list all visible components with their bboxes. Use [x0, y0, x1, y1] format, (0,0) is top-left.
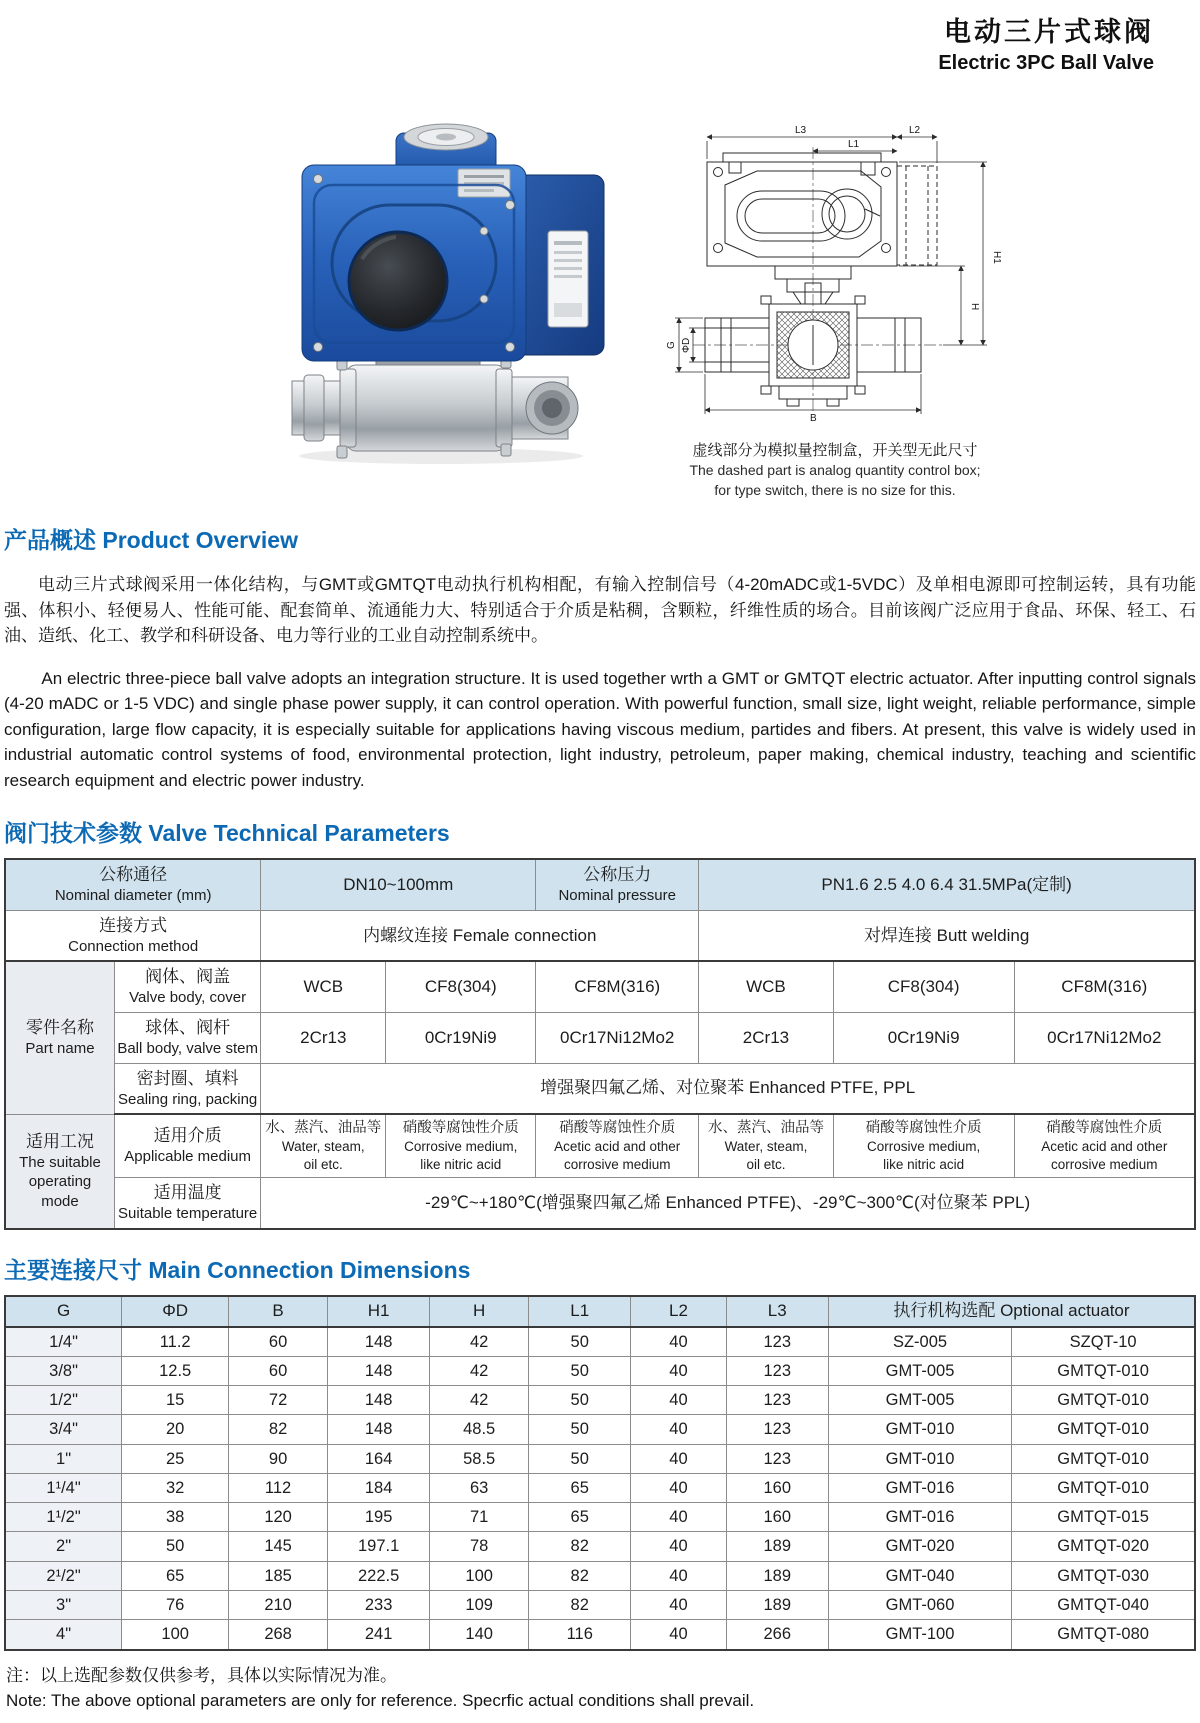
table-cell: 32	[122, 1473, 229, 1502]
table-row	[5, 1178, 1195, 1229]
table-cell: 100	[122, 1620, 229, 1650]
table-cell: 40	[631, 1561, 726, 1590]
table-cell: 140	[430, 1620, 529, 1650]
table-cell: DN10~100mm	[261, 859, 536, 910]
table-cell: 58.5	[430, 1444, 529, 1473]
tech-params-heading: 阀门技术参数 Valve Technical Parameters	[4, 820, 450, 847]
table-row	[5, 910, 1195, 961]
page-title-en: Electric 3PC Ball Valve	[938, 52, 1154, 74]
table-cell: GMTQT-010	[1012, 1356, 1195, 1385]
table-cell: 3/4"	[5, 1415, 122, 1444]
table-cell: 195	[327, 1503, 429, 1532]
table-cell: 硝酸等腐蚀性介质 Acetic acid and other corrosive medium	[536, 1114, 699, 1177]
table-cell: 148	[327, 1356, 429, 1385]
table-cell: 2"	[5, 1532, 122, 1561]
table-cell: 90	[229, 1444, 328, 1473]
dimension-drawing	[654, 113, 1016, 500]
table-cell: GMT-005	[828, 1386, 1011, 1415]
table-cell: 12.5	[122, 1356, 229, 1385]
table-cell: L1	[529, 1296, 631, 1327]
table-cell: 145	[229, 1532, 328, 1561]
table-cell: GMT-010	[828, 1444, 1011, 1473]
table-cell: 233	[327, 1591, 429, 1620]
table-row	[5, 1503, 1195, 1532]
table-row	[5, 1063, 1195, 1114]
table-cell: 222.5	[327, 1561, 429, 1590]
table-cell: 50	[529, 1356, 631, 1385]
table-cell: 硝酸等腐蚀性介质 Corrosive medium, like nitric acid	[386, 1114, 536, 1177]
table-cell: GMTQT-010	[1012, 1386, 1195, 1415]
dim-label-l3: L3	[795, 125, 807, 136]
table-cell: 82	[229, 1415, 328, 1444]
table-cell: 4"	[5, 1620, 122, 1650]
table-row	[5, 1415, 1195, 1444]
table-cell: GMT-016	[828, 1473, 1011, 1502]
product-photo	[246, 113, 618, 470]
table-cell: 适用温度 Suitable temperature	[114, 1178, 260, 1229]
table-row	[5, 1012, 1195, 1063]
table-cell: 3/8"	[5, 1356, 122, 1385]
table-cell: 123	[726, 1444, 828, 1473]
footnote-en: Note: The above optional parameters are only for reference. Specrfic actual conditions shall prevail.	[6, 1690, 755, 1710]
table-cell: 公称通径 Nominal diameter (mm)	[5, 859, 261, 910]
table-cell: 160	[726, 1473, 828, 1502]
table-cell: 40	[631, 1473, 726, 1502]
table-cell: 42	[430, 1386, 529, 1415]
table-cell: 40	[631, 1532, 726, 1561]
table-cell: 65	[529, 1503, 631, 1532]
table-cell: 50	[122, 1532, 229, 1561]
table-cell: 密封圈、填料 Sealing ring, packing	[114, 1063, 260, 1114]
table-cell: 71	[430, 1503, 529, 1532]
table-cell: 40	[631, 1356, 726, 1385]
table-cell: 对焊连接 Butt welding	[699, 910, 1195, 961]
table-cell: 50	[529, 1415, 631, 1444]
table-cell: GMTQT-080	[1012, 1620, 1195, 1650]
table-cell: SZ-005	[828, 1327, 1011, 1357]
table-cell: 123	[726, 1327, 828, 1357]
table-cell: 123	[726, 1415, 828, 1444]
table-cell: 内螺纹连接 Female connection	[261, 910, 699, 961]
dim-label-l2: L2	[909, 125, 921, 136]
table-cell: 1¹/2"	[5, 1503, 122, 1532]
dim-label-h1: H1	[991, 251, 1002, 264]
dimensions-heading: 主要连接尺寸 Main Connection Dimensions	[4, 1256, 471, 1283]
table-cell: 78	[430, 1532, 529, 1561]
table-cell: 268	[229, 1620, 328, 1650]
table-cell: 2Cr13	[699, 1012, 833, 1063]
table-row	[5, 961, 1195, 1012]
table-cell: 189	[726, 1532, 828, 1561]
drawing-caption-zh: 虚线部分为模拟量控制盒，开关型无此尺寸	[692, 442, 978, 459]
table-row	[5, 1620, 1195, 1650]
table-cell: 116	[529, 1620, 631, 1650]
table-cell: 2Cr13	[261, 1012, 386, 1063]
table-cell: 0Cr19Ni9	[833, 1012, 1014, 1063]
table-cell: 1¹/4"	[5, 1473, 122, 1502]
table-cell: G	[5, 1296, 122, 1327]
table-cell: GMTQT-015	[1012, 1503, 1195, 1532]
dim-label-b: B	[810, 413, 817, 423]
table-cell: 50	[529, 1444, 631, 1473]
table-cell: WCB	[261, 961, 386, 1012]
table-cell: 1"	[5, 1444, 122, 1473]
tech-params-table	[4, 858, 1196, 1230]
table-cell: 40	[631, 1415, 726, 1444]
table-cell: GMT-100	[828, 1620, 1011, 1650]
drawing-caption-en-line1: The dashed part is analog quantity control box;	[689, 462, 981, 478]
table-cell: CF8M(316)	[1014, 961, 1195, 1012]
table-cell: GMTQT-020	[1012, 1532, 1195, 1561]
table-cell: 40	[631, 1620, 726, 1650]
table-cell: 零件名称 Part name	[5, 961, 114, 1114]
table-cell: 60	[229, 1356, 328, 1385]
table-cell: 40	[631, 1444, 726, 1473]
table-cell: 0Cr19Ni9	[386, 1012, 536, 1063]
table-cell: GMT-016	[828, 1503, 1011, 1532]
dimensions-table	[4, 1295, 1196, 1651]
table-cell: WCB	[699, 961, 833, 1012]
table-cell: 148	[327, 1415, 429, 1444]
overview-paragraph-zh: 电动三片式球阀采用一体化结构，与GMT或GMTQT电动执行机构相配，有输入控制信号（4-20mADC或1-5VDC）及单相电源即可控制运转，具有功能强、体积小、轻便易人、性能可能、配套简单、流通能力大、特别适合于介质是粘稠，含颗粒，纤维性质的场合。目前该阀广泛应用于食品、环保、轻工、石油、造纸、化工、教学和科研设备、电力等行业的工业自动控制系统中。	[4, 575, 1196, 646]
table-row	[5, 1532, 1195, 1561]
table-cell: 水、蒸汽、油品等 Water, steam, oil etc.	[261, 1114, 386, 1177]
table-cell: 适用介质 Applicable medium	[114, 1114, 260, 1177]
dim-label-g: G	[666, 341, 677, 349]
table-cell: 210	[229, 1591, 328, 1620]
table-cell: L2	[631, 1296, 726, 1327]
table-cell: B	[229, 1296, 328, 1327]
table-cell: -29℃~+180℃(增强聚四氟乙烯 Enhanced PTFE)、-29℃~300℃(对位聚苯 PPL)	[261, 1178, 1195, 1229]
table-cell: GMTQT-010	[1012, 1473, 1195, 1502]
table-cell: GMT-040	[828, 1561, 1011, 1590]
table-cell: 公称压力 Nominal pressure	[536, 859, 699, 910]
table-cell: 123	[726, 1386, 828, 1415]
table-cell: 48.5	[430, 1415, 529, 1444]
table-row	[5, 1444, 1195, 1473]
dim-label-l1: L1	[848, 139, 860, 150]
table-cell: 148	[327, 1327, 429, 1357]
table-cell: 100	[430, 1561, 529, 1590]
table-cell: 42	[430, 1327, 529, 1357]
table-cell: H	[430, 1296, 529, 1327]
table-cell: 189	[726, 1591, 828, 1620]
table-cell: 38	[122, 1503, 229, 1532]
table-cell: H1	[327, 1296, 429, 1327]
table-cell: 25	[122, 1444, 229, 1473]
table-cell: 40	[631, 1591, 726, 1620]
product-photo-image	[246, 113, 618, 465]
figures-row	[246, 113, 1196, 500]
overview-heading: 产品概述 Product Overview	[4, 527, 298, 554]
table-cell: ΦD	[122, 1296, 229, 1327]
table-cell: GMT-060	[828, 1591, 1011, 1620]
table-cell: 40	[631, 1327, 726, 1357]
drawing-caption-en-line2: for type switch, there is no size for this.	[714, 481, 956, 498]
table-cell: 241	[327, 1620, 429, 1650]
table-cell: 197.1	[327, 1532, 429, 1561]
table-cell: CF8(304)	[386, 961, 536, 1012]
dim-label-phid: ΦD	[681, 337, 692, 353]
table-row	[5, 1386, 1195, 1415]
table-cell: 连接方式 Connection method	[5, 910, 261, 961]
table-cell: 63	[430, 1473, 529, 1502]
table-cell: GMTQT-040	[1012, 1591, 1195, 1620]
table-row	[5, 1473, 1195, 1502]
page-header	[4, 10, 1196, 75]
table-cell: 20	[122, 1415, 229, 1444]
drawing-caption	[654, 440, 1016, 500]
page-title-zh: 电动三片式球阀	[944, 17, 1154, 47]
table-cell: 72	[229, 1386, 328, 1415]
table-cell: 11.2	[122, 1327, 229, 1357]
table-cell: 50	[529, 1327, 631, 1357]
table-cell: L3	[726, 1296, 828, 1327]
table-cell: 水、蒸汽、油品等 Water, steam, oil etc.	[699, 1114, 833, 1177]
table-row	[5, 1327, 1195, 1357]
table-cell: 硝酸等腐蚀性介质 Corrosive medium, like nitric acid	[833, 1114, 1014, 1177]
table-cell: 1/4"	[5, 1327, 122, 1357]
table-cell: 164	[327, 1444, 429, 1473]
table-cell: GMT-010	[828, 1415, 1011, 1444]
table-cell: 160	[726, 1503, 828, 1532]
table-cell: 65	[529, 1473, 631, 1502]
table-cell: 65	[122, 1561, 229, 1590]
table-cell: GMT-005	[828, 1356, 1011, 1385]
overview-paragraph-en: An electric three-piece ball valve adopts an integration structure. It is used together wrth a GMT or GMTQT electric actuator. After inputting control signals (4-20 mADC or 1-5 VDC) and single phase power supply, it can control operation. With powerful function, small size, light weight, reliable performance, simple configuration, large flow capacity, it is especially suitable for applications having viscous medium, partides and fibers. At present, this valve is widely used in industrial automatic control systems of food, environmental protection, light industry, petroleum, paper making, chemical industry, teaching and scientific research equipment and electric power industry.	[4, 668, 1196, 790]
table-cell: 148	[327, 1386, 429, 1415]
table-cell: 82	[529, 1532, 631, 1561]
table-cell: 42	[430, 1356, 529, 1385]
table-cell: CF8(304)	[833, 961, 1014, 1012]
table-cell: 15	[122, 1386, 229, 1415]
table-cell: 0Cr17Ni12Mo2	[1014, 1012, 1195, 1063]
table-row	[5, 859, 1195, 910]
table-row	[5, 1114, 1195, 1177]
table-cell: 82	[529, 1591, 631, 1620]
table-cell: 40	[631, 1386, 726, 1415]
table-cell: 112	[229, 1473, 328, 1502]
table-cell: 189	[726, 1561, 828, 1590]
table-cell: 球体、阀杆 Ball body, valve stem	[114, 1012, 260, 1063]
table-cell: 阀体、阀盖 Valve body, cover	[114, 961, 260, 1012]
table-cell: 60	[229, 1327, 328, 1357]
table-cell: 硝酸等腐蚀性介质 Acetic acid and other corrosive medium	[1014, 1114, 1195, 1177]
table-row	[5, 1591, 1195, 1620]
table-cell: 1/2"	[5, 1386, 122, 1415]
table-cell: CF8M(316)	[536, 961, 699, 1012]
dimension-drawing-image	[665, 113, 1005, 423]
table-cell: 266	[726, 1620, 828, 1650]
table-cell: 增强聚四氟乙烯、对位聚苯 Enhanced PTFE, PPL	[261, 1063, 1195, 1114]
table-cell: 执行机构选配 Optional actuator	[828, 1296, 1195, 1327]
table-cell: 2¹/2"	[5, 1561, 122, 1590]
table-cell: 123	[726, 1356, 828, 1385]
table-row	[5, 1561, 1195, 1590]
table-cell: GMTQT-010	[1012, 1415, 1195, 1444]
table-cell: GMT-020	[828, 1532, 1011, 1561]
table-cell: 82	[529, 1561, 631, 1590]
table-cell: 50	[529, 1386, 631, 1415]
table-cell: 120	[229, 1503, 328, 1532]
table-cell: 109	[430, 1591, 529, 1620]
table-row	[5, 1356, 1195, 1385]
table-cell: 76	[122, 1591, 229, 1620]
table-cell: GMTQT-030	[1012, 1561, 1195, 1590]
table-cell: GMTQT-010	[1012, 1444, 1195, 1473]
table-cell: SZQT-10	[1012, 1327, 1195, 1357]
table-cell: PN1.6 2.5 4.0 6.4 31.5MPa(定制)	[699, 859, 1195, 910]
footnotes	[4, 1661, 1196, 1711]
footnote-zh: 注：以上选配参数仅供参考，具体以实际情况为准。	[6, 1665, 397, 1685]
table-cell: 0Cr17Ni12Mo2	[536, 1012, 699, 1063]
table-row	[5, 1296, 1195, 1327]
table-cell: 185	[229, 1561, 328, 1590]
table-cell: 184	[327, 1473, 429, 1502]
table-cell: 适用工况 The suitable operating mode	[5, 1114, 114, 1229]
table-cell: 40	[631, 1503, 726, 1532]
table-cell: 3"	[5, 1591, 122, 1620]
dim-label-h: H	[969, 303, 980, 311]
